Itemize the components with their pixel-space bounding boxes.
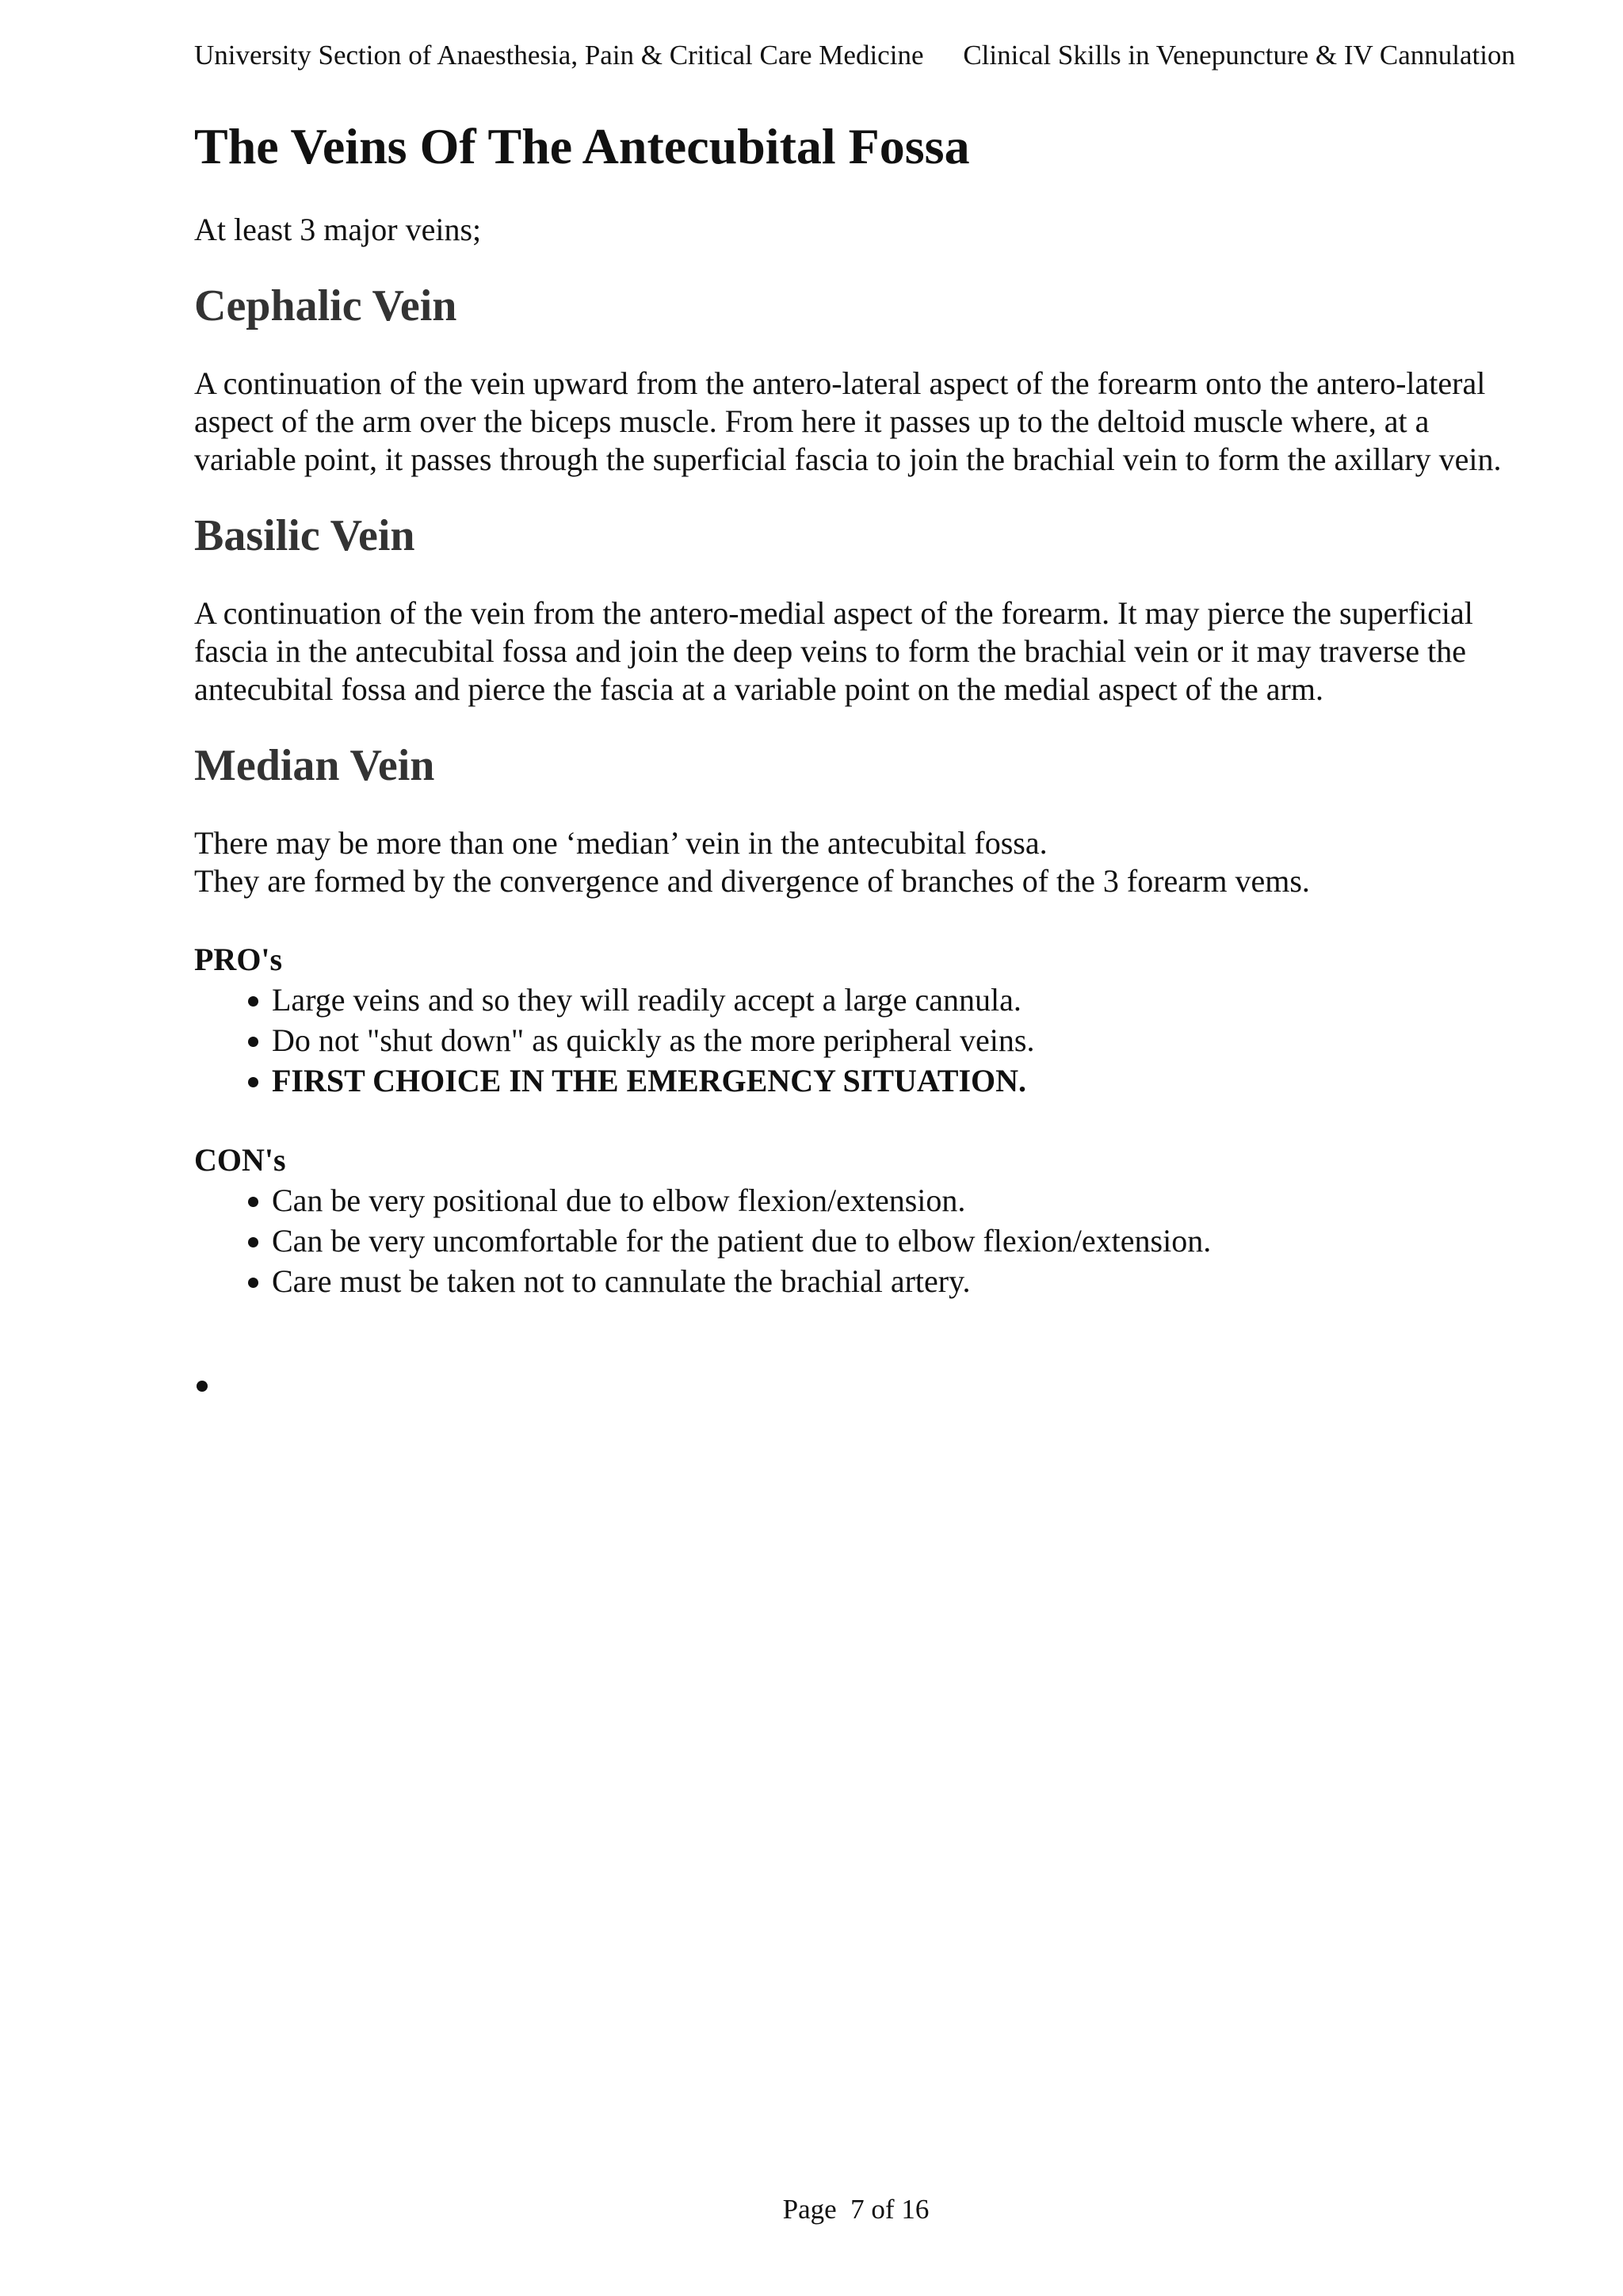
bullet-icon	[248, 996, 258, 1007]
page-content	[194, 111, 1518, 1301]
list-item	[194, 1060, 1518, 1101]
list-item-text: Care must be taken not to cannulate the brachial artery.	[272, 1263, 971, 1299]
intro-text: At least 3 major veins;	[194, 212, 482, 247]
list-item-text: Can be very positional due to elbow flexion/extension.	[272, 1182, 966, 1218]
header-course-title: Clinical Skills in Venepuncture & IV Cannulation	[963, 40, 1515, 71]
bullet-icon	[248, 1197, 258, 1207]
list-item	[194, 1020, 1518, 1060]
section-heading-basilic: Basilic Vein	[194, 511, 415, 560]
list-item	[194, 1261, 1518, 1301]
list-item-text: Large veins and so they will readily accept a large cannula.	[272, 982, 1022, 1018]
page-number: Page 7 of 16	[782, 2194, 930, 2225]
list-item	[194, 1180, 1518, 1221]
header-section-name: University Section of Anaesthesia, Pain & Critical Care Medicine	[194, 40, 924, 71]
list-item	[194, 980, 1518, 1020]
cons-title: CON's	[194, 1142, 286, 1178]
section-text-basilic: A continuation of the vein from the antero-medial aspect of the forearm. It may pierce the superficial fascia in the antecubital fossa and join the deep veins to form the brachial vein or it may traverse the antecubital fossa and pierce the fascia at a variable point on the medial aspect of the arm.	[194, 595, 1473, 707]
section-heading-cephalic: Cephalic Vein	[194, 281, 457, 330]
stray-bullet-icon	[197, 1381, 208, 1392]
bullet-icon	[248, 1278, 258, 1288]
cons-list	[194, 1180, 1518, 1301]
list-item-text: Do not "shut down" as quickly as the more peripheral veins.	[272, 1022, 1035, 1058]
page-title: The Veins Of The Antecubital Fossa	[194, 118, 970, 174]
section-heading-median: Median Vein	[194, 741, 435, 790]
bullet-icon	[248, 1037, 258, 1047]
bullet-icon	[248, 1077, 258, 1087]
pros-title: PRO's	[194, 942, 283, 977]
section-text-cephalic: A continuation of the vein upward from the antero-lateral aspect of the forearm onto the antero-lateral aspect of the arm over the biceps muscle. From here it passes up to the deltoid muscle where, at a variable point, it passes through the superficial fascia to join the brachial vein to form the axillary vein.	[194, 365, 1502, 477]
list-item	[194, 1221, 1518, 1261]
median-line-2: They are formed by the convergence and divergence of branches of the 3 forearm vems.	[194, 863, 1310, 899]
median-line-1: There may be more than one ‘median’ vein in the antecubital fossa.	[194, 825, 1048, 861]
list-item-text: FIRST CHOICE IN THE EMERGENCY SITUATION.	[272, 1063, 1027, 1098]
pros-list	[194, 980, 1518, 1101]
list-item-text: Can be very uncomfortable for the patient due to elbow flexion/extension.	[272, 1223, 1212, 1259]
bullet-icon	[248, 1237, 258, 1247]
section-text-median	[194, 824, 1518, 900]
